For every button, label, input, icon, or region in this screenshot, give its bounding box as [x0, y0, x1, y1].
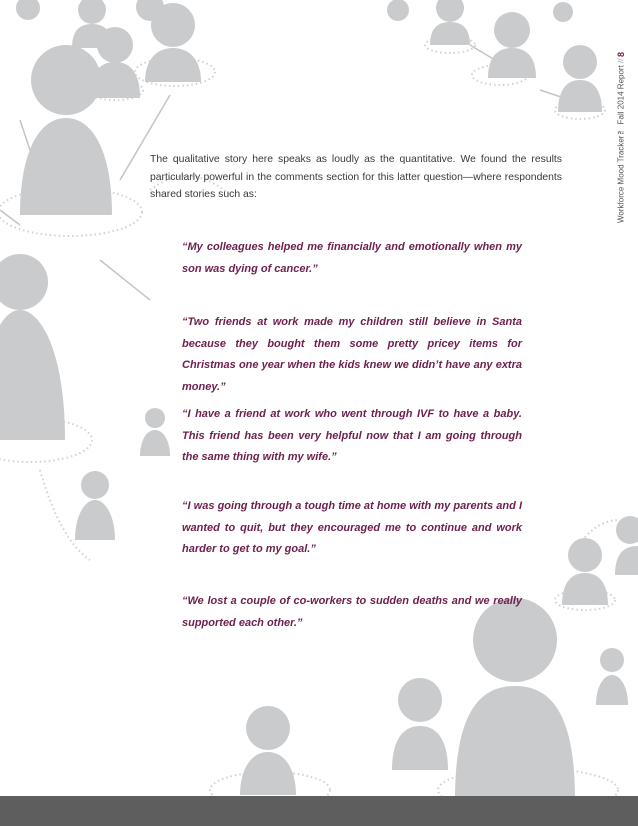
page-number: 8 [616, 51, 626, 57]
quote-5: “We lost a couple of co-workers to sudden deaths and we really supported each other.” [182, 595, 522, 629]
footer-bar [0, 796, 638, 826]
quote-2: “Two friends at work made my children still believe in Santa because they bought them some pretty pricey items for Christmas one year when the kids knew we didn’t have any extra money.” [182, 316, 522, 393]
quote-4: “I was going through a tough time at home with my parents and I wanted to quit, but they encouraged me to continue and work harder to get to my goal.” [182, 500, 522, 555]
intro-paragraph: The qualitative story here speaks as loudly as the quantitative. We found the results particularly powerful in the comments section for this latter question—where respondents shared stories such as: [150, 154, 562, 200]
report-title: Workforce Mood Tracker™ Fall 2014 Report [616, 65, 626, 223]
quote-3: “I have a friend at work who went through IVF to have a baby. This friend has been very helpful now that I am going through the same thing with my wife.” [182, 408, 522, 463]
quote-1: “My colleagues helped me financially and emotionally when my son was dying of cancer.” [182, 241, 522, 275]
header-separator: // [616, 58, 626, 64]
running-header [614, 8, 628, 223]
